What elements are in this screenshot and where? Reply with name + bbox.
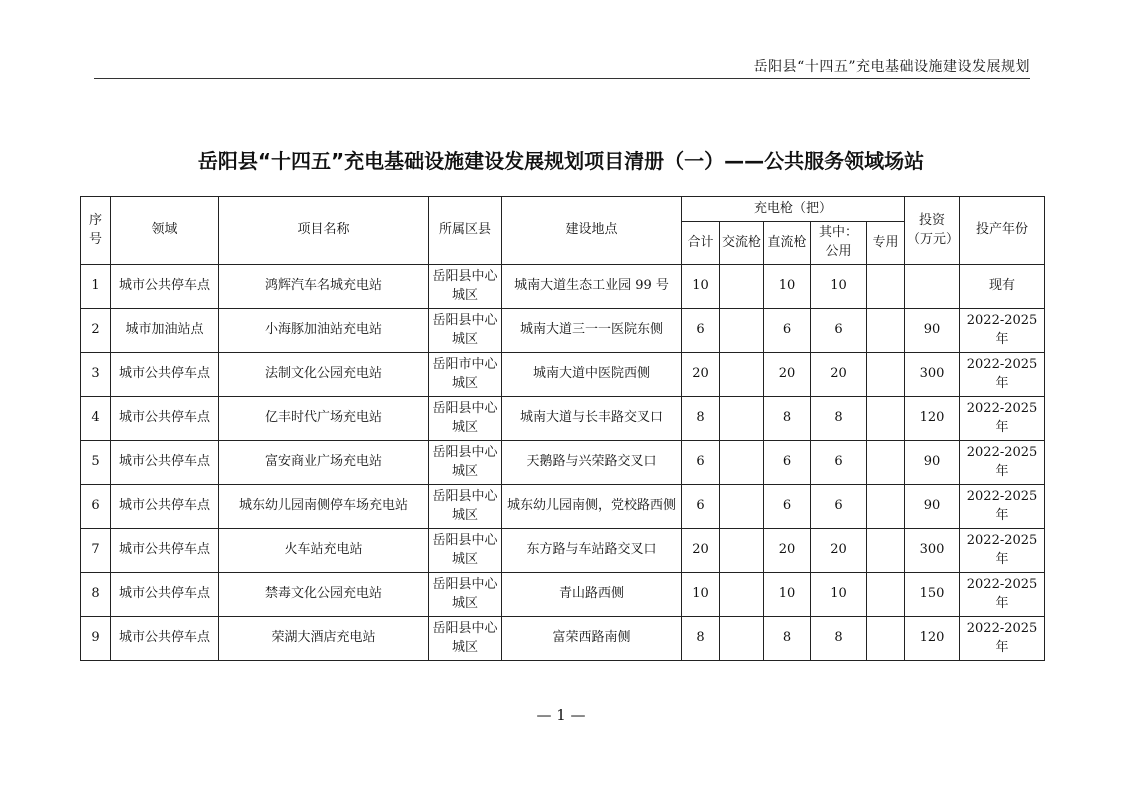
cell-ac — [720, 485, 764, 529]
header-public: 其中：公用 — [811, 222, 867, 265]
header-project-name: 项目名称 — [219, 197, 429, 265]
cell-public: 20 — [811, 529, 867, 573]
cell-public: 20 — [811, 353, 867, 397]
header-charging-guns: 充电枪（把） — [682, 197, 905, 222]
cell-investment: 90 — [905, 485, 960, 529]
cell-year: 2022-2025 年 — [960, 573, 1045, 617]
cell-name: 法制文化公园充电站 — [219, 353, 429, 397]
cell-location: 城南大道三一一医院东侧 — [502, 309, 682, 353]
cell-district: 岳阳县中心城区 — [429, 617, 502, 661]
header-district: 所属区县 — [429, 197, 502, 265]
header-year: 投产年份 — [960, 197, 1045, 265]
cell-dc: 10 — [764, 265, 811, 309]
table-row — [81, 441, 1045, 485]
cell-public: 6 — [811, 441, 867, 485]
cell-dedicated — [867, 485, 905, 529]
cell-dc: 8 — [764, 397, 811, 441]
cell-domain: 城市公共停车点 — [111, 617, 219, 661]
cell-domain: 城市公共停车点 — [111, 397, 219, 441]
cell-ac — [720, 573, 764, 617]
cell-seq: 2 — [81, 309, 111, 353]
cell-public: 8 — [811, 397, 867, 441]
cell-dedicated — [867, 309, 905, 353]
cell-investment: 300 — [905, 353, 960, 397]
cell-total: 10 — [682, 573, 720, 617]
cell-district: 岳阳县中心城区 — [429, 529, 502, 573]
running-header: 岳阳县“十四五”充电基础设施建设发展规划 — [753, 59, 1030, 75]
table-row — [81, 529, 1045, 573]
cell-name: 小海豚加油站充电站 — [219, 309, 429, 353]
cell-domain: 城市公共停车点 — [111, 485, 219, 529]
cell-dedicated — [867, 529, 905, 573]
cell-ac — [720, 617, 764, 661]
cell-seq: 4 — [81, 397, 111, 441]
cell-dedicated — [867, 573, 905, 617]
cell-public: 6 — [811, 485, 867, 529]
table-row — [81, 265, 1045, 309]
cell-total: 20 — [682, 529, 720, 573]
cell-seq: 7 — [81, 529, 111, 573]
cell-district: 岳阳县中心城区 — [429, 485, 502, 529]
cell-dedicated — [867, 397, 905, 441]
cell-dc: 6 — [764, 309, 811, 353]
cell-domain: 城市公共停车点 — [111, 441, 219, 485]
cell-location: 东方路与车站路交叉口 — [502, 529, 682, 573]
cell-dc: 8 — [764, 617, 811, 661]
cell-name: 荣湖大酒店充电站 — [219, 617, 429, 661]
header-domain: 领域 — [111, 197, 219, 265]
header-seq: 序号 — [81, 197, 111, 265]
cell-investment — [905, 265, 960, 309]
cell-public: 8 — [811, 617, 867, 661]
cell-year: 2022-2025 年 — [960, 485, 1045, 529]
cell-total: 8 — [682, 397, 720, 441]
cell-name: 城东幼儿园南侧停车场充电站 — [219, 485, 429, 529]
cell-dedicated — [867, 441, 905, 485]
cell-dc: 20 — [764, 529, 811, 573]
table-row — [81, 397, 1045, 441]
table-row — [81, 485, 1045, 529]
cell-total: 8 — [682, 617, 720, 661]
cell-district: 岳阳市中心城区 — [429, 353, 502, 397]
cell-year: 2022-2025 年 — [960, 309, 1045, 353]
cell-dedicated — [867, 617, 905, 661]
document-title: 岳阳县“十四五”充电基础设施建设发展规划项目清册（一）——公共服务领域场站 — [197, 149, 925, 173]
cell-domain: 城市公共停车点 — [111, 529, 219, 573]
cell-name: 禁毒文化公园充电站 — [219, 573, 429, 617]
cell-year: 现有 — [960, 265, 1045, 309]
cell-ac — [720, 529, 764, 573]
cell-location: 城东幼儿园南侧，党校路西侧 — [502, 485, 682, 529]
cell-seq: 6 — [81, 485, 111, 529]
cell-name: 亿丰时代广场充电站 — [219, 397, 429, 441]
cell-total: 20 — [682, 353, 720, 397]
table-row — [81, 573, 1045, 617]
table-row — [81, 309, 1045, 353]
cell-ac — [720, 309, 764, 353]
cell-investment: 90 — [905, 441, 960, 485]
cell-dc: 6 — [764, 441, 811, 485]
cell-investment: 120 — [905, 397, 960, 441]
cell-ac — [720, 441, 764, 485]
cell-domain: 城市公共停车点 — [111, 573, 219, 617]
cell-domain: 城市公共停车点 — [111, 353, 219, 397]
header-ac-gun: 交流枪 — [720, 222, 764, 265]
cell-public: 6 — [811, 309, 867, 353]
header-investment: 投资（万元） — [905, 197, 960, 265]
cell-seq: 8 — [81, 573, 111, 617]
cell-year: 2022-2025 年 — [960, 529, 1045, 573]
header-location: 建设地点 — [502, 197, 682, 265]
cell-public: 10 — [811, 265, 867, 309]
cell-name: 鸿辉汽车名城充电站 — [219, 265, 429, 309]
cell-ac — [720, 397, 764, 441]
cell-district: 岳阳县中心城区 — [429, 265, 502, 309]
cell-dedicated — [867, 353, 905, 397]
cell-district: 岳阳县中心城区 — [429, 309, 502, 353]
cell-dc: 20 — [764, 353, 811, 397]
cell-district: 岳阳县中心城区 — [429, 397, 502, 441]
cell-dc: 6 — [764, 485, 811, 529]
cell-district: 岳阳县中心城区 — [429, 573, 502, 617]
cell-total: 6 — [682, 485, 720, 529]
cell-investment: 300 — [905, 529, 960, 573]
table-row — [81, 617, 1045, 661]
cell-year: 2022-2025 年 — [960, 397, 1045, 441]
cell-seq: 5 — [81, 441, 111, 485]
cell-dc: 10 — [764, 573, 811, 617]
cell-name: 富安商业广场充电站 — [219, 441, 429, 485]
cell-total: 10 — [682, 265, 720, 309]
cell-investment: 120 — [905, 617, 960, 661]
cell-public: 10 — [811, 573, 867, 617]
header-dedicated: 专用 — [867, 222, 905, 265]
cell-name: 火车站充电站 — [219, 529, 429, 573]
header-total: 合计 — [682, 222, 720, 265]
cell-location: 天鹅路与兴荣路交叉口 — [502, 441, 682, 485]
cell-total: 6 — [682, 309, 720, 353]
table-row — [81, 353, 1045, 397]
cell-investment: 150 — [905, 573, 960, 617]
cell-location: 富荣西路南侧 — [502, 617, 682, 661]
cell-location: 青山路西侧 — [502, 573, 682, 617]
cell-ac — [720, 353, 764, 397]
cell-seq: 9 — [81, 617, 111, 661]
cell-location: 城南大道中医院西侧 — [502, 353, 682, 397]
cell-seq: 3 — [81, 353, 111, 397]
cell-investment: 90 — [905, 309, 960, 353]
cell-year: 2022-2025 年 — [960, 441, 1045, 485]
cell-year: 2022-2025 年 — [960, 617, 1045, 661]
cell-dedicated — [867, 265, 905, 309]
cell-location: 城南大道与长丰路交叉口 — [502, 397, 682, 441]
cell-year: 2022-2025 年 — [960, 353, 1045, 397]
cell-ac — [720, 265, 764, 309]
header-dc-gun: 直流枪 — [764, 222, 811, 265]
cell-domain: 城市加油站点 — [111, 309, 219, 353]
header-divider — [94, 78, 1030, 79]
cell-total: 6 — [682, 441, 720, 485]
cell-location: 城南大道生态工业园 99 号 — [502, 265, 682, 309]
project-table — [80, 196, 1045, 661]
cell-domain: 城市公共停车点 — [111, 265, 219, 309]
page-number: — 1 — — [536, 706, 586, 724]
cell-seq: 1 — [81, 265, 111, 309]
cell-district: 岳阳县中心城区 — [429, 441, 502, 485]
